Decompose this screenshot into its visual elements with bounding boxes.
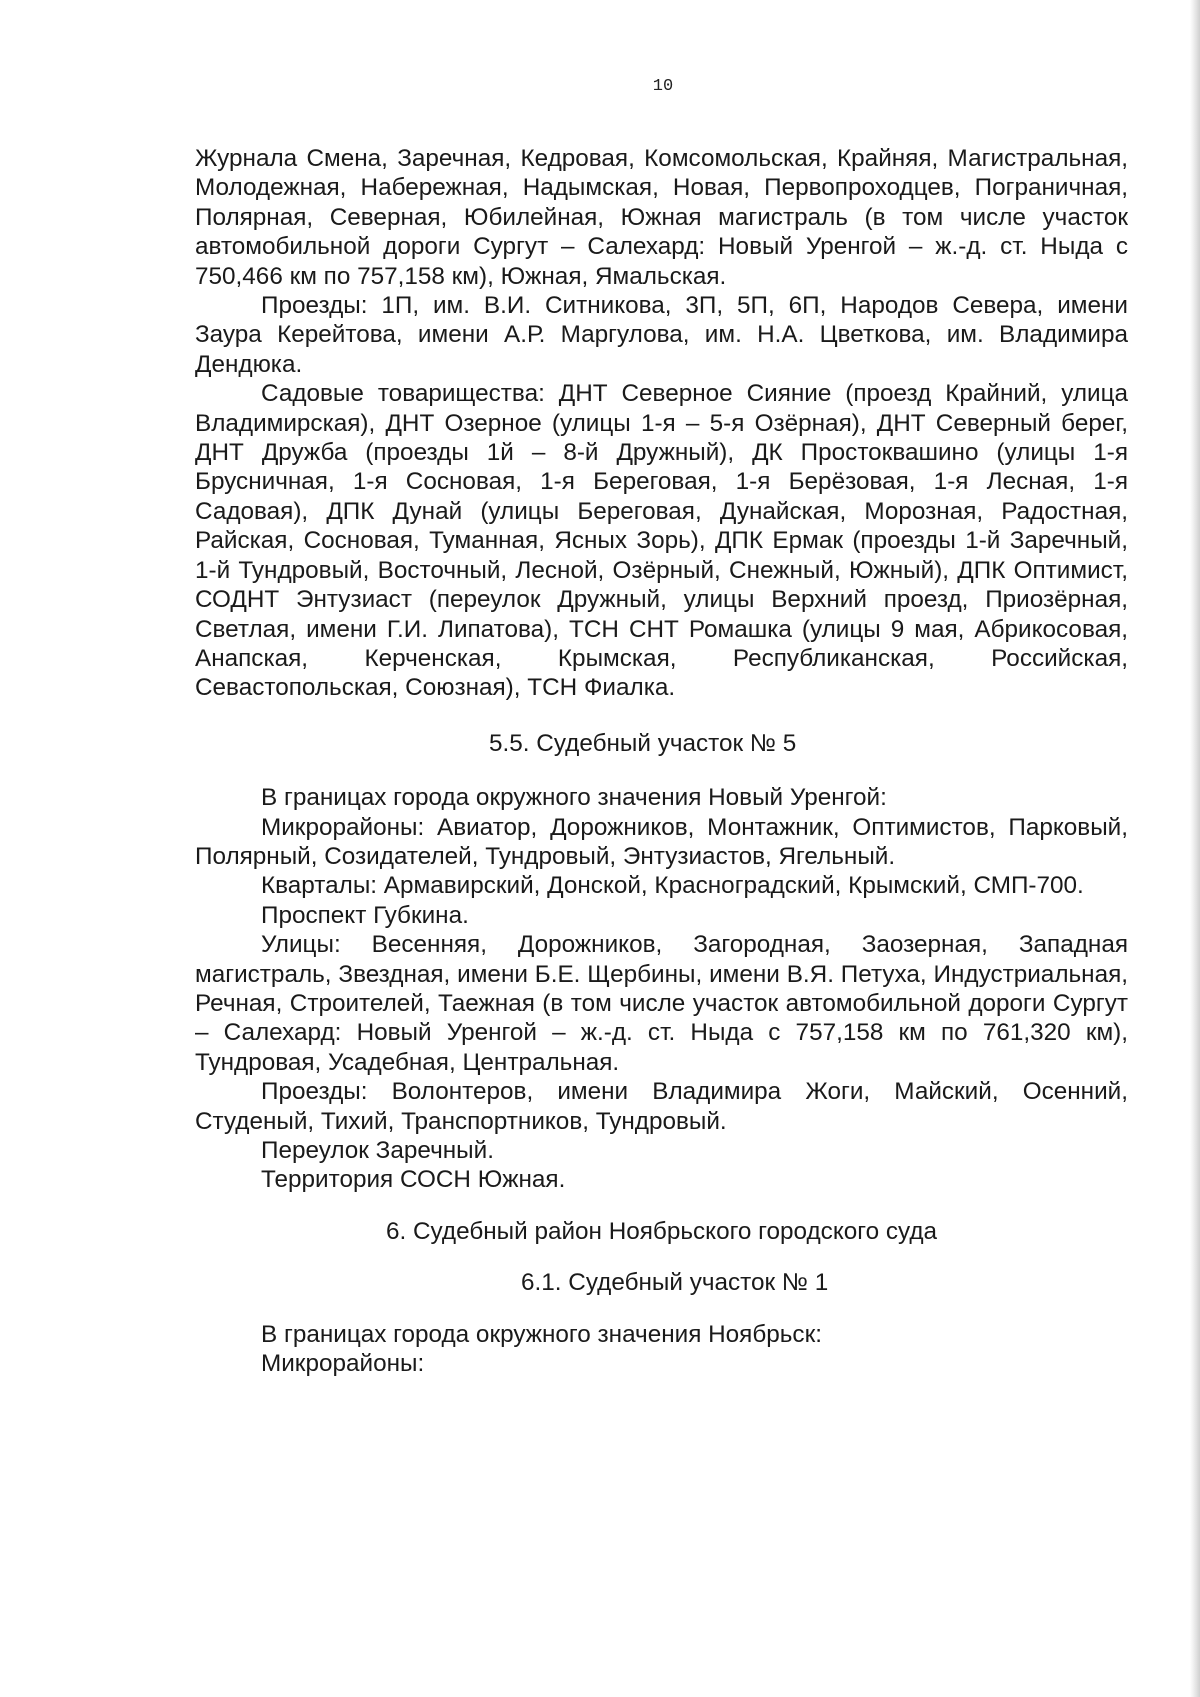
paragraph-streets: Улицы: Весенняя, Дорожников, Загородная, Заозерная, Западная магистраль, Звездная, имени Б.Е. Щербины, имени В.Я. Петуха, Индустриальная, Речная, Строителей, Таежная (в том числе участок автомобильной дороги Сургут – Салехард: Новый Уренгой – ж.-д. ст. Ныда с 757,158 км по 761,320 км), Тундровая, Усадебная, Центральная.	[195, 931, 1128, 1076]
section-heading-6: 6. Судебный район Ноябрьского городского суда	[386, 1217, 938, 1245]
section-6-1-intro: В границах города окружного значения Ноябрьск:	[261, 1320, 822, 1348]
paragraph-avenue: Проспект Губкина.	[261, 901, 469, 929]
document-body	[195, 144, 1128, 1378]
paragraph-microdistricts: Микрорайоны: Авиатор, Дорожников, Монтажник, Оптимистов, Парковый, Полярный, Созидателей, Тундровый, Энтузиастов, Ягельный.	[195, 813, 1128, 870]
page-number: 10	[652, 77, 674, 96]
paragraph-passages: Проезды: 1П, им. В.И. Ситникова, 3П, 5П, 6П, Народов Севера, имени Заура Керейтова, имени А.Р. Маргулова, им. Н.А. Цветкова, им. Владимира Дендюка.	[195, 292, 1128, 378]
paragraph-passages-5: Проезды: Волонтеров, имени Владимира Жоги, Майский, Осенний, Студеный, Тихий, Транспортников, Тундровый.	[195, 1078, 1128, 1135]
paragraph-microdistricts-noyabrsk: Микрорайоны:	[261, 1350, 425, 1378]
paragraph-garden-partnerships: Садовые товарищества: ДНТ Северное Сияние (проезд Крайний, улица Владимирская), ДНТ Озерное (улицы 1-я – 5-я Озёрная), ДНТ Северный берег, ДНТ Дружба (проезды 1й – 8-й Дружный), ДК Простоквашино (улицы 1-я Брусничная, 1-я Сосновая, 1-я Береговая, 1-я Берёзовая, 1-я Лесная, 1-я Садовая), ДПК Дунай (улицы Береговая, Дунайская, Морозная, Радостная, Райская, Сосновая, Туманная, Ясных Зорь), ДПК Ермак (проезды 1-й Заречный, 1-й Тундровый, Восточный, Лесной, Озёрный, Снежный, Южный), ДПК Оптимист, СОДНТ Энтузиаст (переулок Дружный, улицы Верхний проезд, Приозёрная, Светлая, имени Г.И. Липатова), ТСН СНТ Ромашка (улицы 9 мая, Абрикосовая, Анапская, Керченская, Крымская, Республиканская, Российская, Севастопольская, Союзная), ТСН Фиалка.	[195, 380, 1128, 702]
section-heading-5-5: 5.5. Судебный участок № 5	[489, 729, 797, 757]
paragraph-lane: Переулок Заречный.	[261, 1137, 494, 1164]
paragraph-territory: Территория СОСН Южная.	[261, 1166, 566, 1194]
paragraph-quarters: Кварталы: Армавирский, Донской, Красноградский, Крымский, СМП-700.	[261, 872, 1084, 900]
scan-page-edge	[1190, 0, 1200, 1697]
section-5-5-intro: В границах города окружного значения Новый Уренгой:	[261, 784, 887, 812]
paragraph-streets-continued: Журнала Смена, Заречная, Кедровая, Комсомольская, Крайняя, Магистральная, Молодежная, Набережная, Надымская, Новая, Первопроходцев, Пограничная, Полярная, Северная, Юбилейная, Южная магистраль (в том числе участок автомобильной дороги Сургут – Салехард: Новый Уренгой – ж.-д. ст. Ныда с 750,466 км по 757,158 км), Южная, Ямальская.	[195, 145, 1128, 290]
section-heading-6-1: 6.1. Судебный участок № 1	[521, 1269, 829, 1297]
